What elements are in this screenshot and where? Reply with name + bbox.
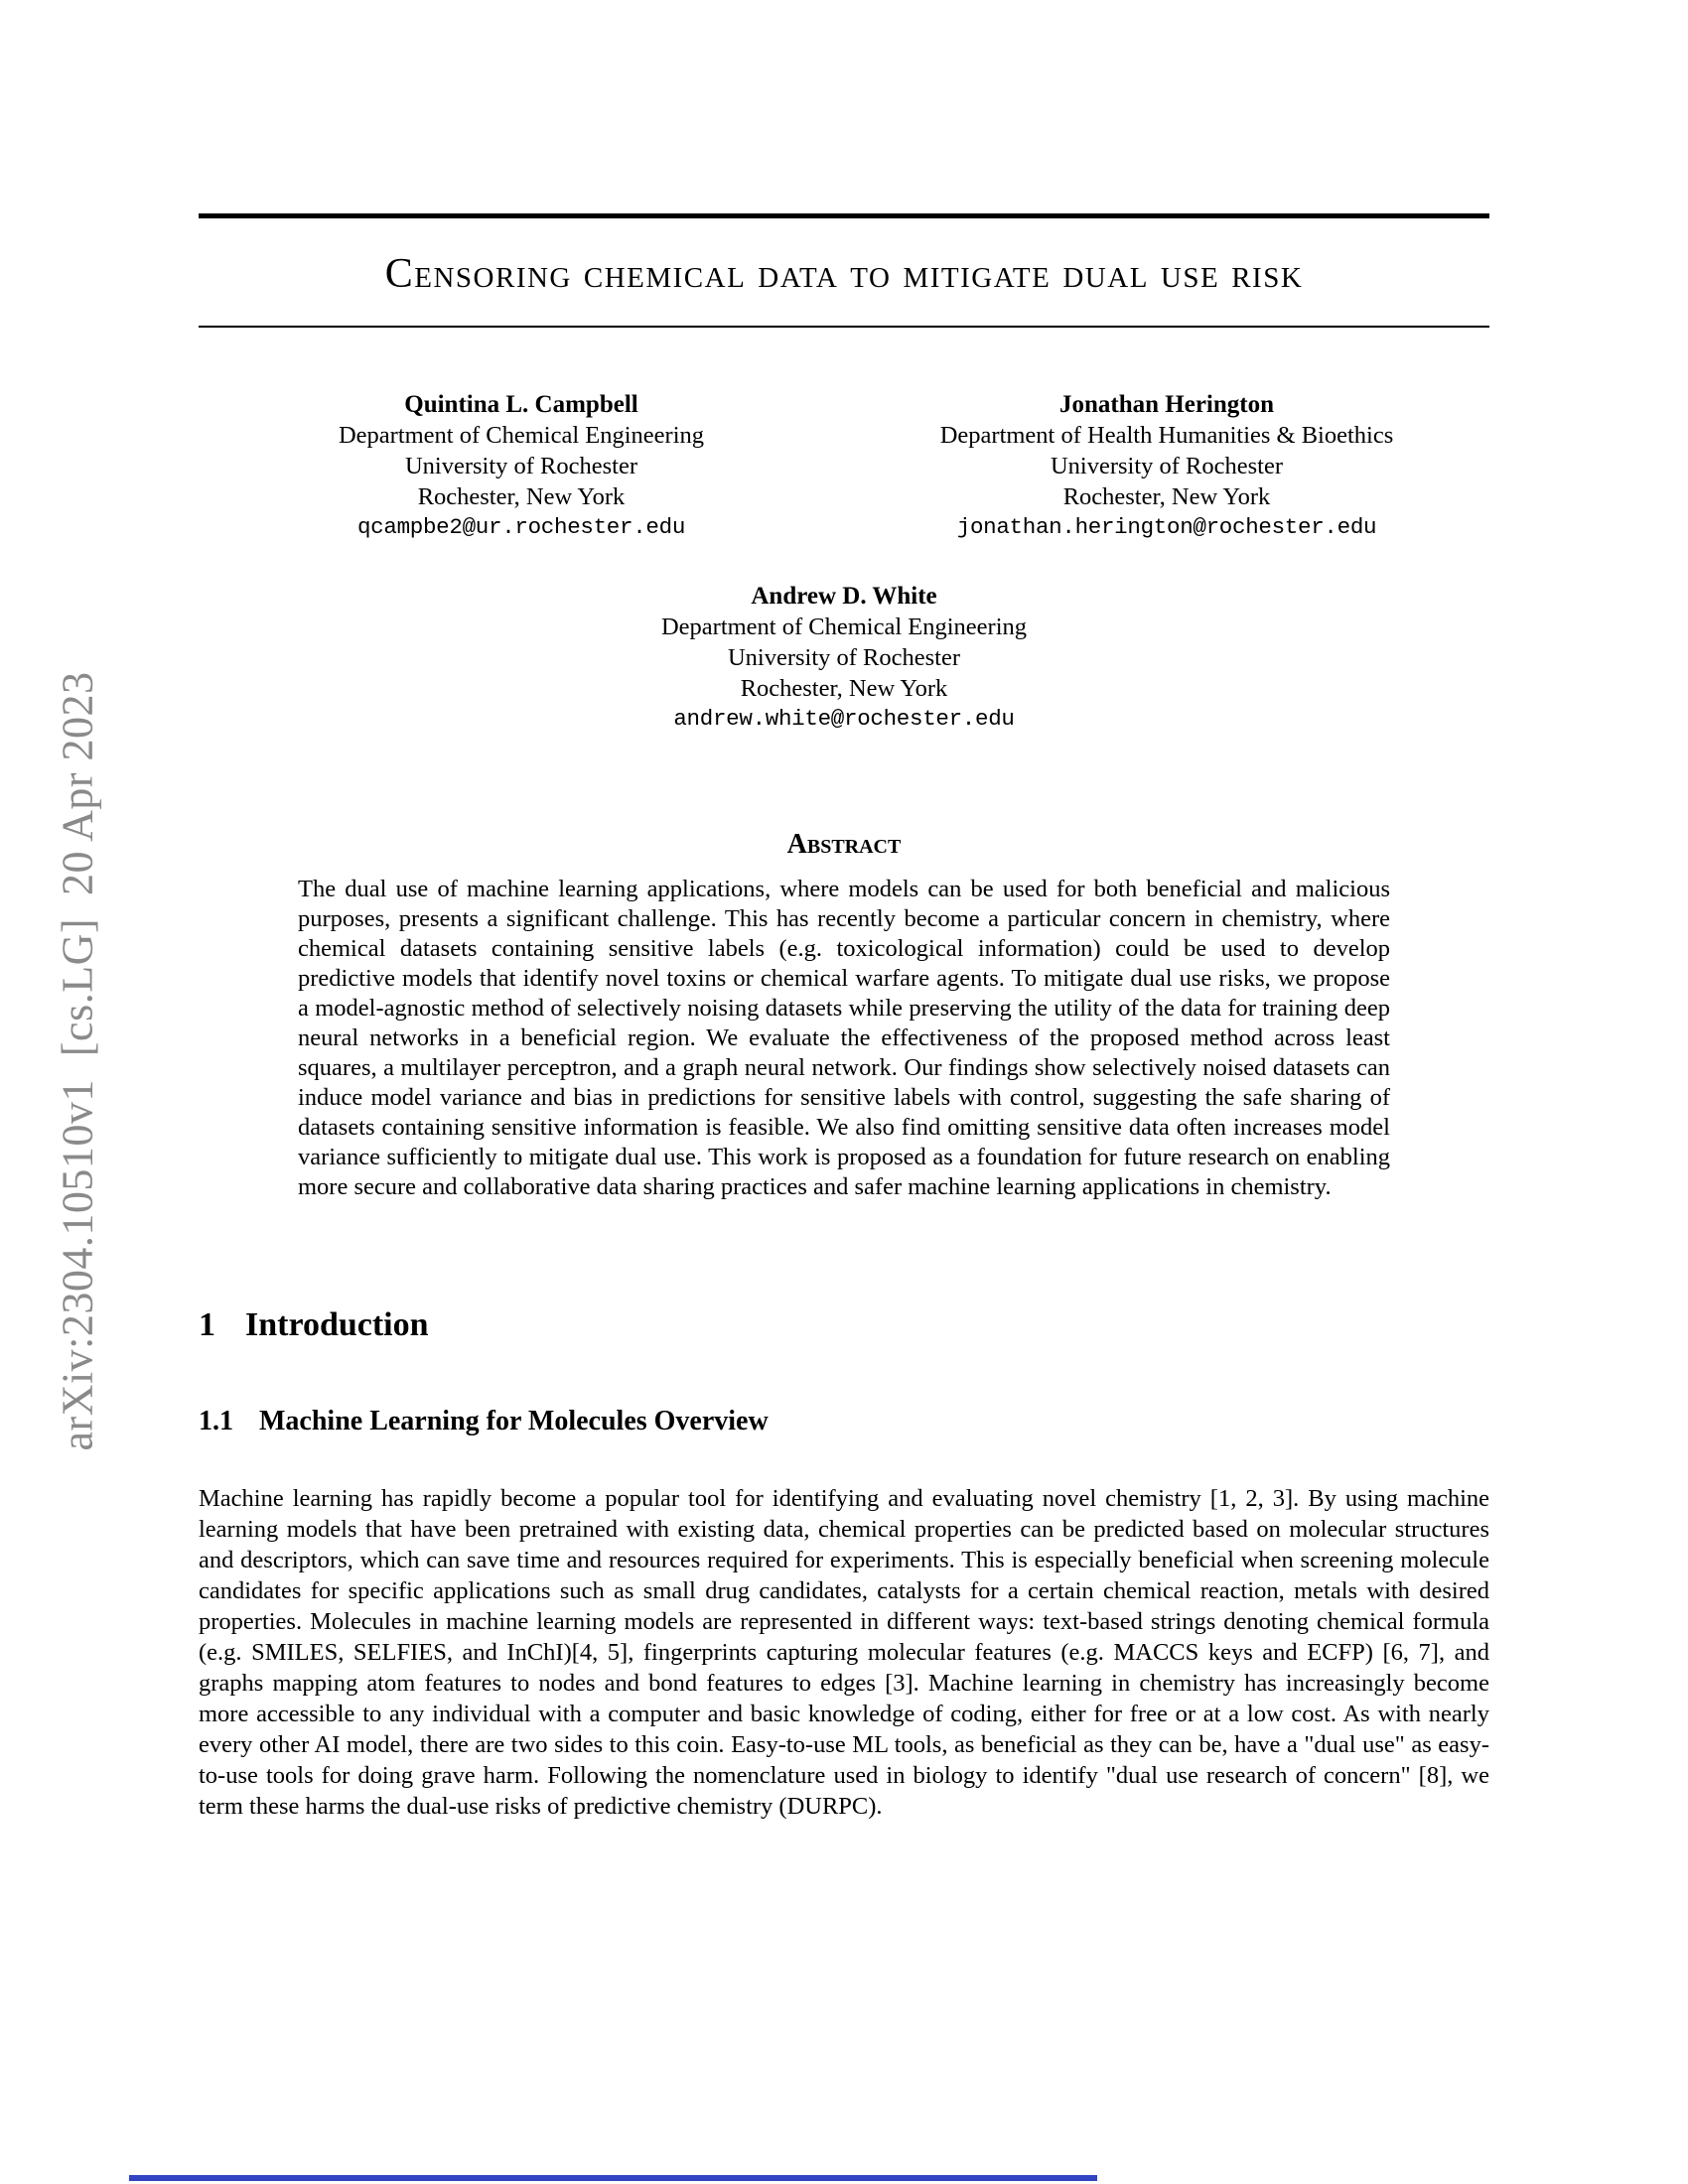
author-email: qcampbe2@ur.rochester.edu — [356, 514, 686, 541]
section-heading-introduction — [199, 1306, 1489, 1344]
subsection-number: 1.1 — [199, 1406, 233, 1437]
author-block-3 — [199, 581, 1489, 735]
author-university: University of Rochester — [404, 453, 638, 480]
author-name: Quintina L. Campbell — [404, 391, 638, 419]
author-email: andrew.white@rochester.edu — [673, 706, 1015, 733]
arxiv-watermark: arXiv:2304.10510v1 [cs.LG] 20 Apr 2023 — [53, 671, 102, 1451]
author-block-2 — [844, 389, 1489, 543]
author-city: Rochester, New York — [417, 483, 626, 511]
title-rule-bottom — [199, 326, 1489, 328]
authors-row — [199, 389, 1489, 543]
paper-title: Censoring chemical data to mitigate dual use risk — [384, 251, 1304, 297]
abstract-heading: Abstract — [786, 829, 902, 861]
paper-content — [199, 0, 1489, 1822]
author-university: University of Rochester — [1050, 453, 1284, 480]
abstract-text: The dual use of machine learning applications, where models can be used for both beneficial and malicious purposes, presents a significant challenge. This has recently become a particular concern in chemistry, where chemical datasets containing sensitive labels (e.g. toxicological information) could be used to develop predictive models that identify novel toxins or chemical warfare agents. To mitigate dual use risks, we propose a model-agnostic method of selectively noising datasets while preserving the utility of the data for training deep neural networks in a beneficial region. We evaluate the effectiveness of the proposed method across least squares, a multilayer perceptron, and a graph neural network. Our findings show selectively noised datasets can induce model variance and bias in predictions for sensitive labels with control, suggesting the safe sharing of datasets containing sensitive information is feasible. We also find omitting sensitive data often increases model variance sufficiently to mitigate dual use. This work is proposed as a foundation for future research on enabling more secure and collaborative data sharing practices and safer machine learning applications in chemistry. — [298, 876, 1390, 1201]
author-city: Rochester, New York — [740, 675, 948, 703]
author-department: Department of Health Humanities & Bioethics — [939, 422, 1394, 450]
author-name: Jonathan Herington — [1058, 391, 1274, 419]
subsection-title: Machine Learning for Molecules Overview — [259, 1406, 769, 1437]
author-city: Rochester, New York — [1062, 483, 1271, 511]
subsection-heading-ml-overview — [199, 1406, 1489, 1437]
author-department: Department of Chemical Engineering — [338, 422, 705, 450]
introduction-paragraph: Machine learning has rapidly become a popular tool for identifying and evaluating novel chemistry [1, 2, 3]. By using machine learning models that have been pretrained with existing data, chemical properties can be predicted based on molecular structures and descriptors, which can save time and resources required for experiments. This is especially beneficial when screening molecule candidates for specific applications such as small drug candidates, catalysts for a certain chemical reaction, metals with desired properties. Molecules in machine learning models are represented in different ways: text-based strings denoting chemical formula (e.g. SMILES, SELFIES, and InChI)[4, 5], fingerprints capturing molecular features (e.g. MACCS keys and ECFP) [6, 7], and graphs mapping atom features to nodes and bond features to edges [3]. Machine learning in chemistry has increasingly become more accessible to any individual with a computer and basic knowledge of coding, either for free or at a low cost. As with nearly every other AI model, there are two sides to this coin. Easy-to-use ML tools, as beneficial as they can be, have a "dual use" as easy-to-use tools for doing grave harm. Following the nomenclature used in biology to identify "dual use research of concern" [8], we term these harms the dual-use risks of predictive chemistry (DURPC). — [199, 1485, 1489, 1821]
author-name: Andrew D. White — [751, 583, 937, 611]
author-department: Department of Chemical Engineering — [660, 614, 1028, 641]
section-title: Introduction — [245, 1306, 429, 1344]
section-number: 1 — [199, 1306, 215, 1344]
author-email: jonathan.herington@rochester.edu — [956, 514, 1377, 541]
bottom-blue-line — [129, 2175, 1097, 2181]
author-university: University of Rochester — [727, 644, 961, 672]
author-block-1 — [199, 389, 844, 543]
